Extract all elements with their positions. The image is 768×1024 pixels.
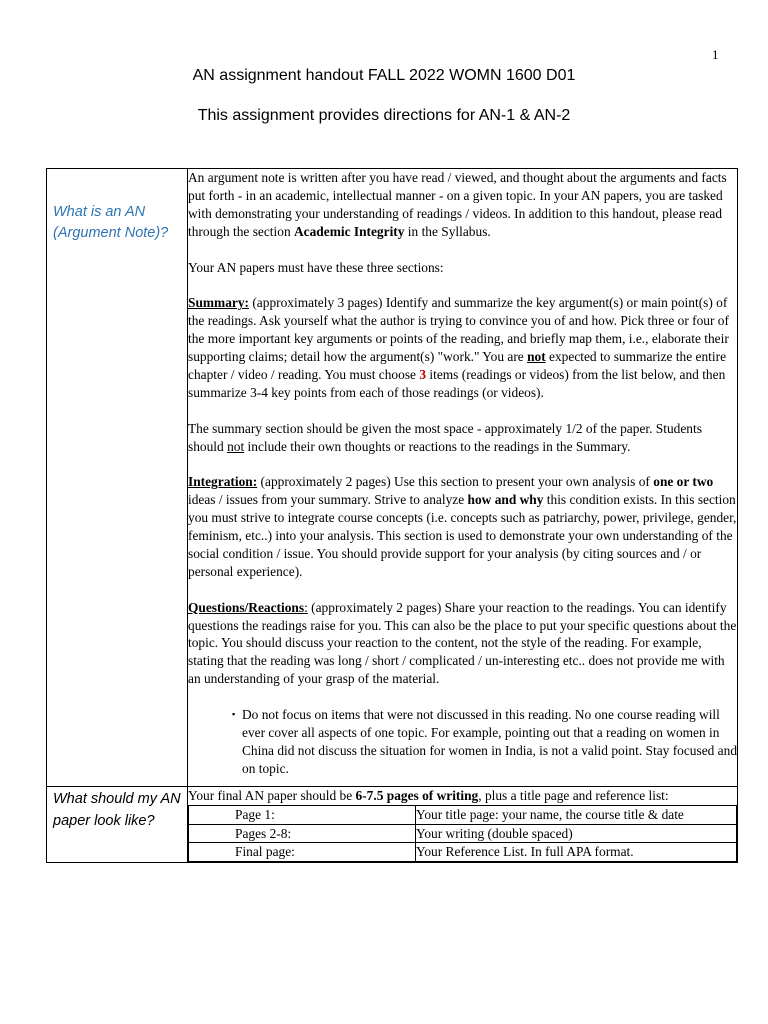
intro-paragraph	[188, 169, 737, 241]
assignment-table	[46, 168, 738, 863]
schedule-desc: Your title page: your name, the course title & date	[416, 805, 737, 824]
table-row-what-is-an	[47, 169, 738, 787]
paper-length-2: , plus a title page and reference list:	[478, 787, 669, 803]
document-subtitle: This assignment provides directions for AN-1 & AN-2	[197, 107, 571, 124]
space-not-underline: not	[227, 438, 245, 454]
questions-colon: :	[304, 599, 308, 615]
questions-text: (approximately 2 pages) Share your reaction to the readings. You can identify questions the readings raise for you. This can also be the place to put your specific questions about the topic. You should discuss your reaction to the content, not the style of the reading. For example, stating that the reading was long / short / complicated / un-interesting etc.. does not provide me with an understanding of your grasp of the material.	[188, 599, 737, 687]
bullet-item	[232, 706, 737, 778]
row-label-cell	[47, 169, 188, 787]
schedule-desc: Your Reference List. In full APA format.	[416, 843, 737, 862]
label-line-1: What is an AN	[53, 204, 146, 220]
integration-heading: Integration:	[188, 474, 258, 490]
summary-heading: Summary:	[188, 295, 249, 311]
summary-not-emphasis: not	[527, 349, 546, 365]
bullet-text: Do not focus on items that were not discussed in this reading. No one course reading will ever cover all aspects of one topic. For example, pointing out that a reading on women in China did not discuss the situation for women in India, is not a valid point. Stay focused and on topic.	[242, 707, 738, 776]
intro-end: in the Syllabus.	[404, 223, 491, 239]
square-bullet-icon: ▪	[232, 709, 236, 720]
schedule-row	[189, 843, 737, 862]
integration-paragraph	[188, 473, 737, 580]
schedule-page: Page 1:	[189, 805, 416, 824]
schedule-row	[189, 805, 737, 824]
questions-paragraph	[188, 599, 737, 689]
document-title: AN assignment handout FALL 2022 WOMN 1600 D01	[192, 67, 576, 84]
table-row-paper-look	[47, 786, 738, 863]
summary-count-red: 3	[419, 366, 427, 382]
schedule-page: Final page:	[189, 843, 416, 862]
how-and-why-bold: how and why	[467, 492, 544, 508]
schedule-page: Pages 2-8:	[189, 824, 416, 843]
page-count-bold: 6-7.5 pages of writing	[355, 787, 479, 803]
summary-text-3: items (readings or videos) from the list below, and then summarize 3-4 key points from each of those readings (or videos).	[188, 366, 726, 400]
one-or-two-bold: one or two	[653, 474, 714, 490]
integration-text-2: ideas / issues from your summary. Strive to analyze	[188, 492, 468, 508]
summary-space-paragraph	[188, 420, 737, 456]
row-content-cell	[188, 169, 738, 787]
intro-text: An argument note is written after you have read / viewed, and thought about the arguments and facts put forth - in an academic, intellectual manner - on a given topic. In your AN papers, you are tasked with demonstrating your understanding of readings / videos. In addition to this handout, please read through the section	[188, 170, 727, 239]
page-schedule	[188, 805, 737, 863]
label-line-2: (Argument Note)?	[53, 225, 169, 241]
summary-text-2: expected to summarize the entire chapter / video / reading. You must choose	[188, 349, 727, 382]
integration-text-3: this condition exists. In this section you must strive to integrate course concepts (i.e. concepts such as patriarchy, power, privilege, gender, feminism, etc..) into your analysis. This section is used to demonstrate your own understanding of the social condition / issue. You should provide support for your analysis (by citing sources and / or personal experience).	[188, 492, 737, 579]
schedule-desc: Your writing (double spaced)	[416, 824, 737, 843]
integration-text-1: (approximately 2 pages) Use this section to present your own analysis of	[257, 474, 654, 490]
row-label-paper-look: What should my AN paper look like?	[53, 790, 181, 829]
space-text-1: The summary section should be given the most space - approximately 1/2 of the paper. Students should	[188, 420, 702, 454]
row-label-what-is-an	[47, 169, 187, 244]
academic-integrity-bold: Academic Integrity	[294, 223, 405, 239]
row-label-cell	[47, 786, 188, 863]
summary-paragraph	[188, 294, 737, 401]
questions-heading: Questions/Reactions	[188, 599, 305, 615]
paper-length-text	[188, 787, 737, 805]
summary-text-1: (approximately 3 pages) Identify and summarize the key argument(s) or main point(s) of the readings. Ask yourself what the author is trying to convince you of and how. Pick three or four of the more important key arguments or points of the reading, and briefly map them, i.e., elaborate their supporting claims; detail how the argument(s) "work." You are	[188, 295, 729, 365]
paper-length-1: Your final AN paper should be	[188, 787, 356, 803]
sections-intro: Your AN papers must have these three sections:	[188, 259, 444, 275]
page-number: 1	[712, 47, 719, 62]
schedule-row	[189, 824, 737, 843]
row-content-cell	[188, 786, 738, 863]
space-text-2: include their own thoughts or reactions to the readings in the Summary.	[244, 438, 631, 454]
